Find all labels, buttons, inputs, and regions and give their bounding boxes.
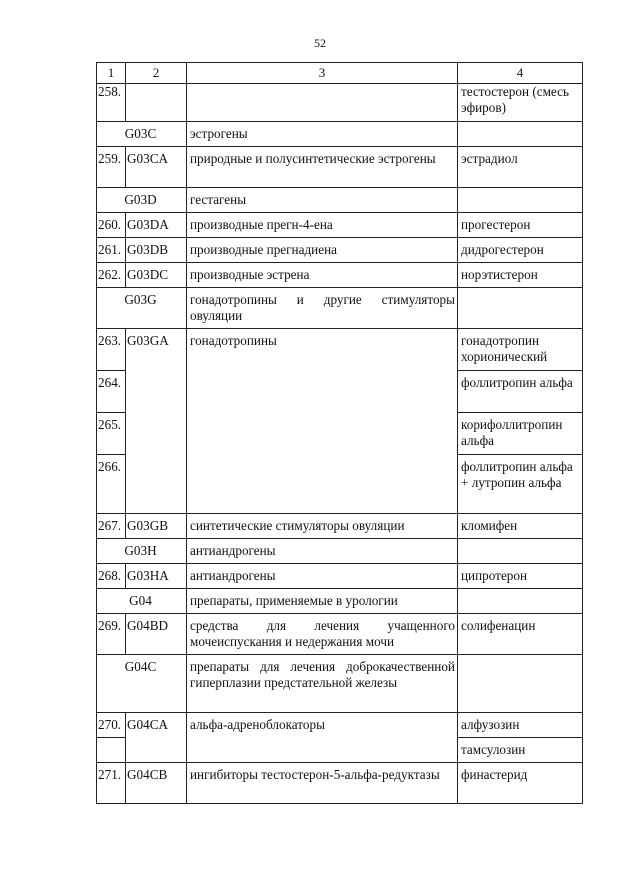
atc-group-code: G03C: [97, 122, 187, 147]
atc-group-code: G04: [97, 589, 187, 614]
row-number: 267.: [97, 514, 126, 539]
drug-name: корифоллитропин альфа: [458, 413, 583, 455]
group-description: гонадотропины: [187, 329, 458, 514]
table-row: [97, 514, 583, 539]
drug-name: [458, 539, 583, 564]
row-number: 264.: [97, 371, 126, 413]
column-header-1: 1: [97, 63, 126, 84]
table-row: [97, 84, 583, 122]
table-row: [97, 329, 583, 371]
table-row: [97, 655, 583, 713]
atc-code: G03DB: [126, 238, 187, 263]
atc-code: G04CB: [126, 763, 187, 804]
group-description: природные и полусинтетические эстрогены: [187, 147, 458, 188]
drug-name: прогестерон: [458, 213, 583, 238]
table-row: [97, 147, 583, 188]
group-description: эстрогены: [187, 122, 458, 147]
group-description: гонадотропины и другие стимуляторы овуляции: [187, 288, 458, 329]
drug-name: солифенацин: [458, 614, 583, 655]
drug-name: [458, 288, 583, 329]
row-number: [97, 738, 126, 763]
drug-name: фоллитропин альфа: [458, 371, 583, 413]
group-description: антиандрогены: [187, 564, 458, 589]
drug-name: дидрогестерон: [458, 238, 583, 263]
group-description: антиандрогены: [187, 539, 458, 564]
row-number: 271.: [97, 763, 126, 804]
table-row: [97, 614, 583, 655]
drug-name: алфузозин: [458, 713, 583, 738]
drug-name: [458, 122, 583, 147]
group-description: [187, 84, 458, 122]
table-row: [97, 122, 583, 147]
row-number: 260.: [97, 213, 126, 238]
row-number: 268.: [97, 564, 126, 589]
row-number: 265.: [97, 413, 126, 455]
table-row: [97, 288, 583, 329]
table-row: [97, 213, 583, 238]
group-description: гестагены: [187, 188, 458, 213]
drug-name: тестостерон (смесь эфиров): [458, 84, 583, 122]
atc-group-code: G03H: [97, 539, 187, 564]
drug-name: эстрадиол: [458, 147, 583, 188]
group-description: препараты для лечения доброкачественной гиперплазии предстательной железы: [187, 655, 458, 713]
table-row: [97, 539, 583, 564]
group-description: производные прегн-4-ена: [187, 213, 458, 238]
table-row: [97, 238, 583, 263]
atc-code: G03DC: [126, 263, 187, 288]
drug-name: гонадотропин хорионический: [458, 329, 583, 371]
drug-name: тамсулозин: [458, 738, 583, 763]
drug-name: кломифен: [458, 514, 583, 539]
row-number: 266.: [97, 455, 126, 514]
column-header-3: 3: [187, 63, 458, 84]
atc-code: G03DA: [126, 213, 187, 238]
row-number: 258.: [97, 84, 126, 122]
row-number: 270.: [97, 713, 126, 738]
atc-code: G04CA: [126, 713, 187, 763]
table-row: [97, 763, 583, 804]
table-row: [97, 188, 583, 213]
group-description: ингибиторы тестостерон-5-альфа-редуктазы: [187, 763, 458, 804]
table-row: [97, 713, 583, 738]
drug-name: [458, 589, 583, 614]
atc-group-code: G04C: [97, 655, 187, 713]
drug-name: ципротерон: [458, 564, 583, 589]
atc-group-code: G03D: [97, 188, 187, 213]
drug-name: [458, 188, 583, 213]
drug-name: фоллитропин альфа + лутропин альфа: [458, 455, 583, 514]
atc-code: G03CA: [126, 147, 187, 188]
group-description: средства для лечения учащенного мочеиспускания и недержания мочи: [187, 614, 458, 655]
atc-code: G04BD: [126, 614, 187, 655]
column-header-4: 4: [458, 63, 583, 84]
atc-code: G03GA: [126, 329, 187, 514]
group-description: препараты, применяемые в урологии: [187, 589, 458, 614]
table-row: [97, 564, 583, 589]
table-row: [97, 263, 583, 288]
drug-classification-table: [96, 62, 583, 804]
group-description: производные эстрена: [187, 263, 458, 288]
row-number: 262.: [97, 263, 126, 288]
row-number: 269.: [97, 614, 126, 655]
group-description: альфа-адреноблокаторы: [187, 713, 458, 763]
table-header-row: [97, 63, 583, 84]
atc-group-code: G03G: [97, 288, 187, 329]
group-description: производные прегнадиена: [187, 238, 458, 263]
row-number: 261.: [97, 238, 126, 263]
table-row: [97, 589, 583, 614]
drug-name: [458, 655, 583, 713]
column-header-2: 2: [126, 63, 187, 84]
row-number: 259.: [97, 147, 126, 188]
group-description: синтетические стимуляторы овуляции: [187, 514, 458, 539]
row-number: 263.: [97, 329, 126, 371]
atc-code: G03HA: [126, 564, 187, 589]
atc-code: [126, 84, 187, 122]
drug-name: норэтистерон: [458, 263, 583, 288]
atc-code: G03GB: [126, 514, 187, 539]
page-number: 52: [314, 36, 326, 50]
drug-name: финастерид: [458, 763, 583, 804]
